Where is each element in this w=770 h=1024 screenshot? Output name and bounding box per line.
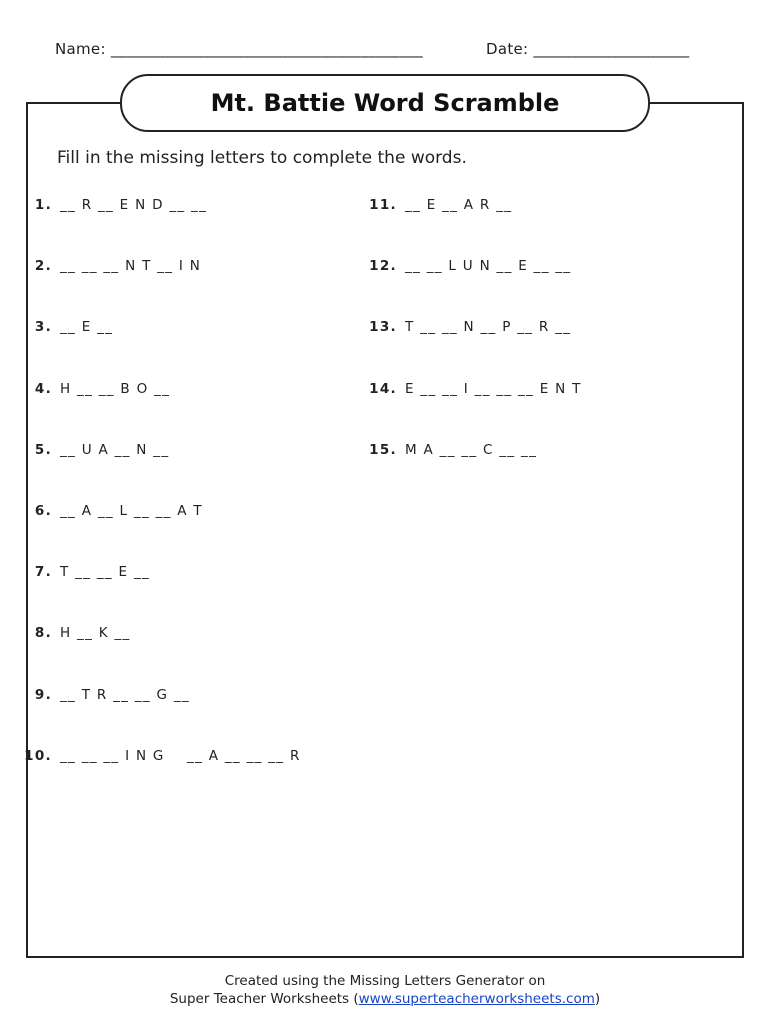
item-letters: __ A __ L __ __ A T bbox=[60, 503, 203, 519]
item-letters: E __ __ I __ __ __ E N T bbox=[405, 381, 582, 397]
word-item-9 bbox=[22, 687, 190, 703]
worksheet-frame bbox=[26, 102, 744, 958]
item-number: 11. bbox=[369, 197, 397, 213]
footer-link[interactable]: www.superteacherworksheets.com bbox=[358, 991, 595, 1007]
item-number: 2. bbox=[34, 258, 52, 274]
item-letters: __ U A __ N __ bbox=[60, 442, 170, 458]
page-title: Mt. Battie Word Scramble bbox=[210, 89, 560, 117]
word-item-15 bbox=[367, 442, 537, 458]
item-letters: T __ __ E __ bbox=[60, 564, 151, 580]
item-number: 1. bbox=[34, 197, 52, 213]
title-banner bbox=[120, 74, 650, 132]
item-letters: __ __ __ I N G __ A __ __ __ R bbox=[60, 748, 301, 764]
word-item-6 bbox=[22, 503, 203, 519]
word-item-2 bbox=[22, 258, 201, 274]
item-number: 6. bbox=[34, 503, 52, 519]
footer-source-prefix: Super Teacher Worksheets ( bbox=[169, 991, 359, 1007]
item-letters: T __ __ N __ P __ R __ bbox=[405, 319, 572, 335]
name-field-line: Name: ________________________________________ bbox=[55, 40, 423, 58]
item-letters: H __ __ B O __ bbox=[60, 381, 171, 397]
word-item-8 bbox=[22, 625, 131, 641]
item-number: 3. bbox=[34, 319, 52, 335]
word-item-13 bbox=[367, 319, 571, 335]
footer-credit: Created using the Missing Letters Generator on bbox=[224, 973, 546, 989]
item-number: 8. bbox=[34, 625, 52, 641]
footer-source bbox=[0, 991, 770, 1007]
item-number: 13. bbox=[369, 319, 397, 335]
item-letters: __ __ L U N __ E __ __ bbox=[405, 258, 572, 274]
word-item-4 bbox=[22, 381, 170, 397]
item-letters: __ T R __ __ G __ bbox=[60, 687, 190, 703]
word-item-3 bbox=[22, 319, 113, 335]
word-item-11 bbox=[367, 197, 512, 213]
word-item-7 bbox=[22, 564, 150, 580]
item-letters: __ E __ A R __ bbox=[405, 197, 513, 213]
word-item-14 bbox=[367, 381, 582, 397]
item-number: 15. bbox=[369, 442, 397, 458]
item-number: 12. bbox=[369, 258, 397, 274]
item-letters: __ __ __ N T __ I N bbox=[60, 258, 202, 274]
instructions-text: Fill in the missing letters to complete the words. bbox=[57, 148, 467, 168]
item-number: 4. bbox=[34, 381, 52, 397]
item-letters: H __ K __ bbox=[60, 625, 131, 641]
item-number: 10. bbox=[24, 748, 52, 764]
item-letters: __ E __ bbox=[60, 319, 114, 335]
item-letters: M A __ __ C __ __ bbox=[405, 442, 538, 458]
item-number: 5. bbox=[34, 442, 52, 458]
word-item-10 bbox=[22, 748, 301, 764]
date-field-line: Date: ____________________ bbox=[486, 40, 690, 58]
item-letters: __ R __ E N D __ __ bbox=[60, 197, 208, 213]
word-item-12 bbox=[367, 258, 571, 274]
item-number: 7. bbox=[34, 564, 52, 580]
word-item-1 bbox=[22, 197, 207, 213]
item-number: 9. bbox=[34, 687, 52, 703]
item-number: 14. bbox=[369, 381, 397, 397]
footer-source-suffix: ) bbox=[594, 991, 601, 1007]
word-item-5 bbox=[22, 442, 169, 458]
